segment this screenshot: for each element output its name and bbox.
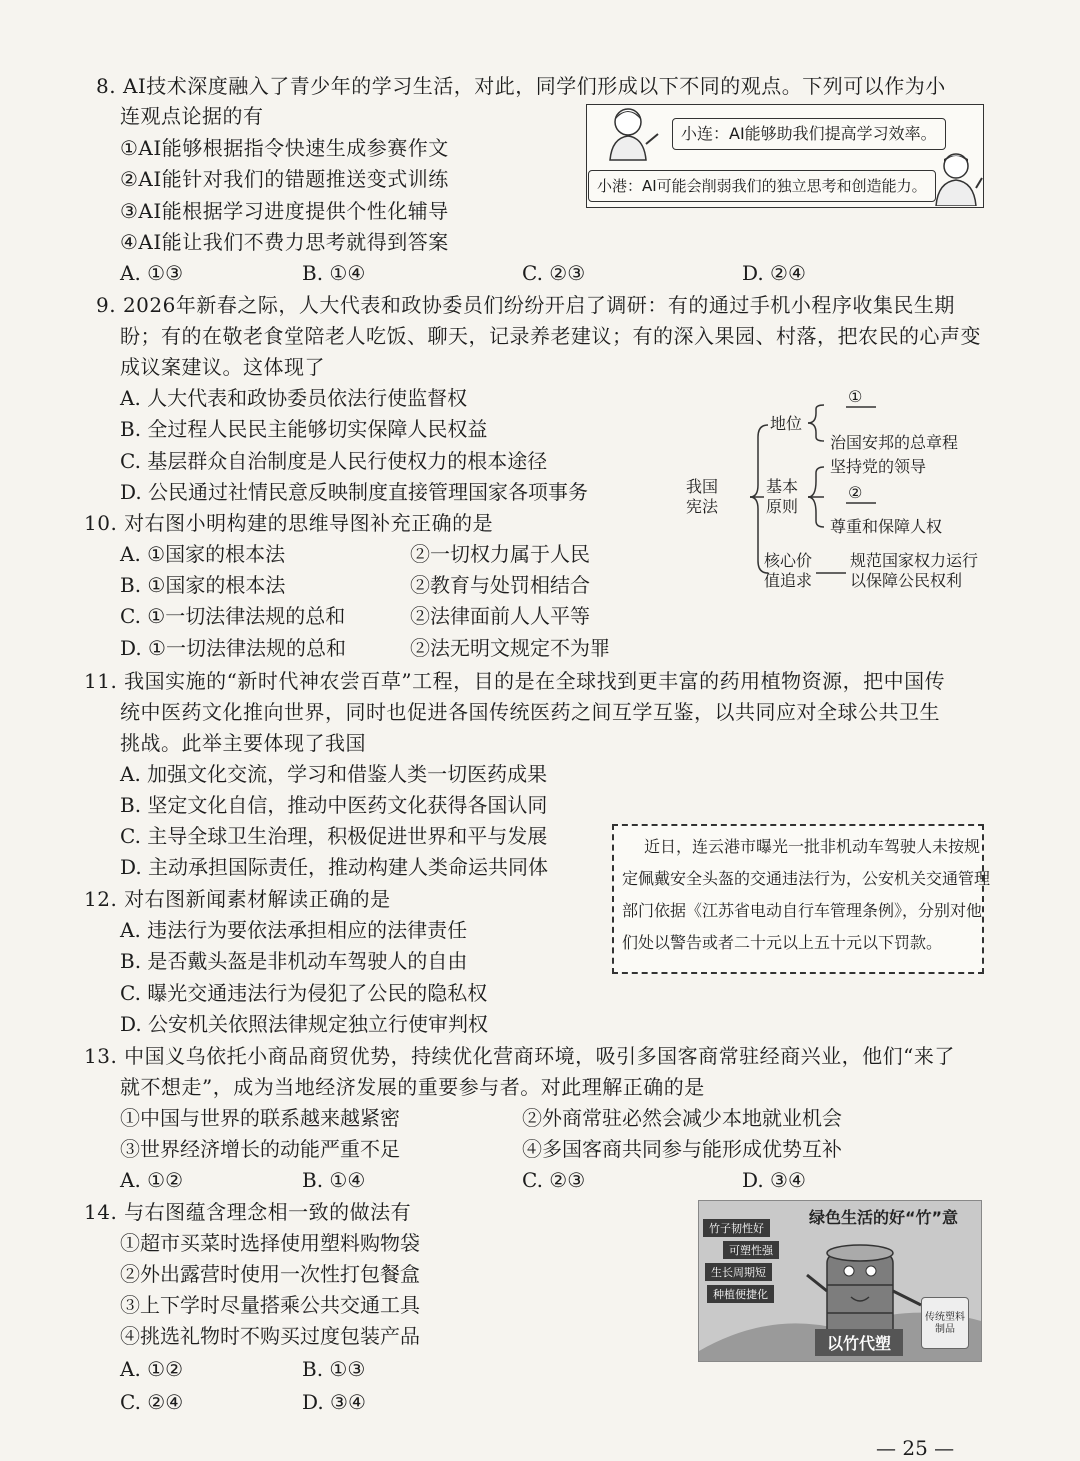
q10-option-d-1: D. ①一切法律法规的总和: [120, 636, 346, 660]
mindmap-principle-line1: 基本: [766, 477, 799, 496]
q11-option-a: A. 加强文化交流，学习和借鉴人类一切医药成果: [120, 762, 548, 786]
q11-stem-line2: 统中医药文化推向世界，同时也促进各国传统医药之间互学互鉴，以共同应对全球公共卫生: [120, 700, 940, 724]
q10-option-b-1: B. ①国家的根本法: [120, 573, 286, 597]
q12-option-c: C. 曝光交通违法行为侵犯了公民的隐私权: [120, 981, 488, 1005]
page-number: — 25 —: [876, 1436, 955, 1460]
poster-title: 绿色生活的好“竹”意: [809, 1208, 959, 1227]
mindmap-core-item-2: 以保障公民权利: [850, 571, 963, 590]
q9-stem-line1: 9. 2026年新春之际，人大代表和政协委员们纷纷开启了调研：有的通过手机小程序收集民生期: [96, 293, 955, 317]
q11-option-d: D. 主动承担国际责任，推动构建人类命运共同体: [120, 855, 549, 879]
q9-option-d: D. 公民通过社情民意反映制度直接管理国家各项事务: [120, 480, 589, 504]
q13-stem-line1: 13. 中国义乌依托小商品商贸优势，持续优化营商环境，吸引多国客商常驻经商兴业，他们“来了: [84, 1044, 955, 1068]
speech-bubble-lian: 小连：AI能够助我们提高学习效率。: [672, 118, 946, 150]
q11-option-c: C. 主导全球卫生治理，积极促进世界和平与发展: [120, 824, 548, 848]
q8-item-3: ③AI能根据学习进度提供个性化辅导: [120, 199, 449, 223]
q14-option-d: D. ③④: [302, 1390, 366, 1414]
q11-stem-line3: 挑战。此举主要体现了我国: [120, 731, 366, 755]
poster-tag-2: 可塑性强: [723, 1241, 779, 1259]
mindmap-core-line1: 核心价: [764, 551, 813, 570]
q10-option-c-1: C. ①一切法律法规的总和: [120, 604, 346, 628]
poster-tag-3: 生长周期短: [705, 1263, 772, 1281]
news-line-1: 近日，连云港市曝光一批非机动车驾驶人未按规: [644, 837, 981, 856]
q12-option-d: D. 公安机关依照法律规定独立行使审判权: [120, 1012, 489, 1036]
q9-option-a: A. 人大代表和政协委员依法行使监督权: [120, 386, 468, 410]
poster-tag-1: 竹子韧性好: [703, 1219, 770, 1237]
news-material-box: [612, 824, 991, 974]
q8-item-4: ④AI能让我们不费力思考就得到答案: [120, 230, 449, 254]
q8-item-1: ①AI能够根据指令快速生成参赛作文: [120, 136, 449, 160]
q9-option-c: C. 基层群众自治制度是人民行使权力的根本途径: [120, 449, 548, 473]
mindmap-root-line2: 宪法: [686, 497, 719, 516]
q9-stem-line2: 盼；有的在敬老食堂陪老人吃饭、聊天，记录养老建议；有的深入果园、村落，把农民的心声变: [120, 324, 981, 348]
q13-item-3: ③世界经济增长的动能严重不足: [120, 1137, 400, 1161]
mindmap-principle-item-2: 尊重和保障人权: [830, 517, 943, 536]
speech-bubble-gang: 小港：AI可能会削弱我们的独立思考和创造能力。: [588, 170, 936, 202]
q13-stem-line2: 就不想走”，成为当地经济发展的重要参与者。对此理解正确的是: [120, 1075, 705, 1099]
q13-option-c: C. ②③: [522, 1168, 586, 1192]
news-line-3: 部门依据《江苏省电动自行车管理条例》，分别对他: [622, 901, 983, 920]
mindmap-blank-2: ②: [848, 483, 863, 502]
plastic-bag-label: 传统塑料制品: [921, 1297, 969, 1349]
q10-stem: 10. 对右图小明构建的思维导图补充正确的是: [84, 511, 494, 535]
bamboo-poster: [698, 1200, 982, 1362]
mindmap-core-item-1: 规范国家权力运行: [850, 551, 979, 570]
mindmap-core-line2: 值追求: [764, 571, 813, 590]
q8-item-2: ②AI能针对我们的错题推送变式训练: [120, 167, 449, 191]
q14-item-2: ②外出露营时使用一次性打包餐盒: [120, 1262, 420, 1286]
q14-option-b: B. ①③: [302, 1357, 366, 1381]
q14-option-c: C. ②④: [120, 1390, 184, 1414]
girl-figure-icon: [600, 104, 666, 162]
q14-stem: 14. 与右图蕴含理念相一致的做法有: [84, 1200, 412, 1224]
q9-stem-line3: 成议案建议。这体现了: [120, 355, 325, 379]
q10-option-b-2: ②教育与处罚相结合: [410, 573, 590, 597]
q14-option-a: A. ①②: [120, 1357, 184, 1381]
q12-option-b: B. 是否戴头盔是非机动车驾驶人的自由: [120, 949, 468, 973]
q12-option-a: A. 违法行为要依法承担相应的法律责任: [120, 918, 468, 942]
q13-item-2: ②外商常驻必然会减少本地就业机会: [522, 1106, 842, 1130]
q8-option-a: A. ①③: [120, 261, 184, 285]
q13-option-d: D. ③④: [742, 1168, 806, 1192]
mindmap-root-line1: 我国: [686, 477, 719, 496]
q13-item-1: ①中国与世界的联系越来越紧密: [120, 1106, 400, 1130]
mindmap-principle-line2: 原则: [766, 497, 799, 516]
q14-item-4: ④挑选礼物时不购买过度包装产品: [120, 1324, 420, 1348]
news-line-2: 定佩戴安全头盔的交通违法行为，公安机关交通管理: [622, 869, 991, 888]
q10-option-d-2: ②法无明文规定不为罪: [410, 636, 610, 660]
q14-item-3: ③上下学时尽量搭乘公共交通工具: [120, 1293, 420, 1317]
mindmap-principle-item-1: 坚持党的领导: [830, 457, 927, 476]
news-line-4: 们处以警告或者二十元以上五十元以下罚款。: [622, 933, 943, 952]
q10-option-a-1: A. ①国家的根本法: [120, 542, 286, 566]
q10-option-c-2: ②法律面前人人平等: [410, 604, 590, 628]
poster-banner: 以竹代塑: [815, 1329, 903, 1356]
poster-tag-4: 种植便捷化: [707, 1285, 774, 1303]
q9-option-b: B. 全过程人民民主能够切实保障人民权益: [120, 417, 488, 441]
q8-option-c: C. ②③: [522, 261, 586, 285]
q11-stem-line1: 11. 我国实施的“新时代神农尝百草”工程，目的是在全球找到更丰富的药用植物资源，把中国传: [84, 669, 946, 693]
boy-figure-icon: [928, 150, 984, 206]
q12-stem: 12. 对右图新闻素材解读正确的是: [84, 887, 391, 911]
q10-option-a-2: ②一切权力属于人民: [410, 542, 590, 566]
q8-stem-line2: 连观点论据的有: [120, 104, 264, 128]
q8-option-d: D. ②④: [742, 261, 806, 285]
q8-stem-line1: 8. AI技术深度融入了青少年的学习生活，对此，同学们形成以下不同的观点。下列可以作为小: [96, 74, 946, 98]
q14-item-1: ①超市买菜时选择使用塑料购物袋: [120, 1231, 420, 1255]
q11-option-b: B. 坚定文化自信，推动中医药文化获得各国认同: [120, 793, 548, 817]
q13-item-4: ④多国客商共同参与能形成优势互补: [522, 1137, 842, 1161]
mindmap-status: 地位: [770, 414, 803, 433]
q8-option-b: B. ①④: [302, 261, 366, 285]
q13-option-b: B. ①④: [302, 1168, 366, 1192]
q13-option-a: A. ①②: [120, 1168, 184, 1192]
mindmap-blank-1: ①: [848, 387, 863, 406]
mindmap-status-item: 治国安邦的总章程: [830, 433, 959, 452]
